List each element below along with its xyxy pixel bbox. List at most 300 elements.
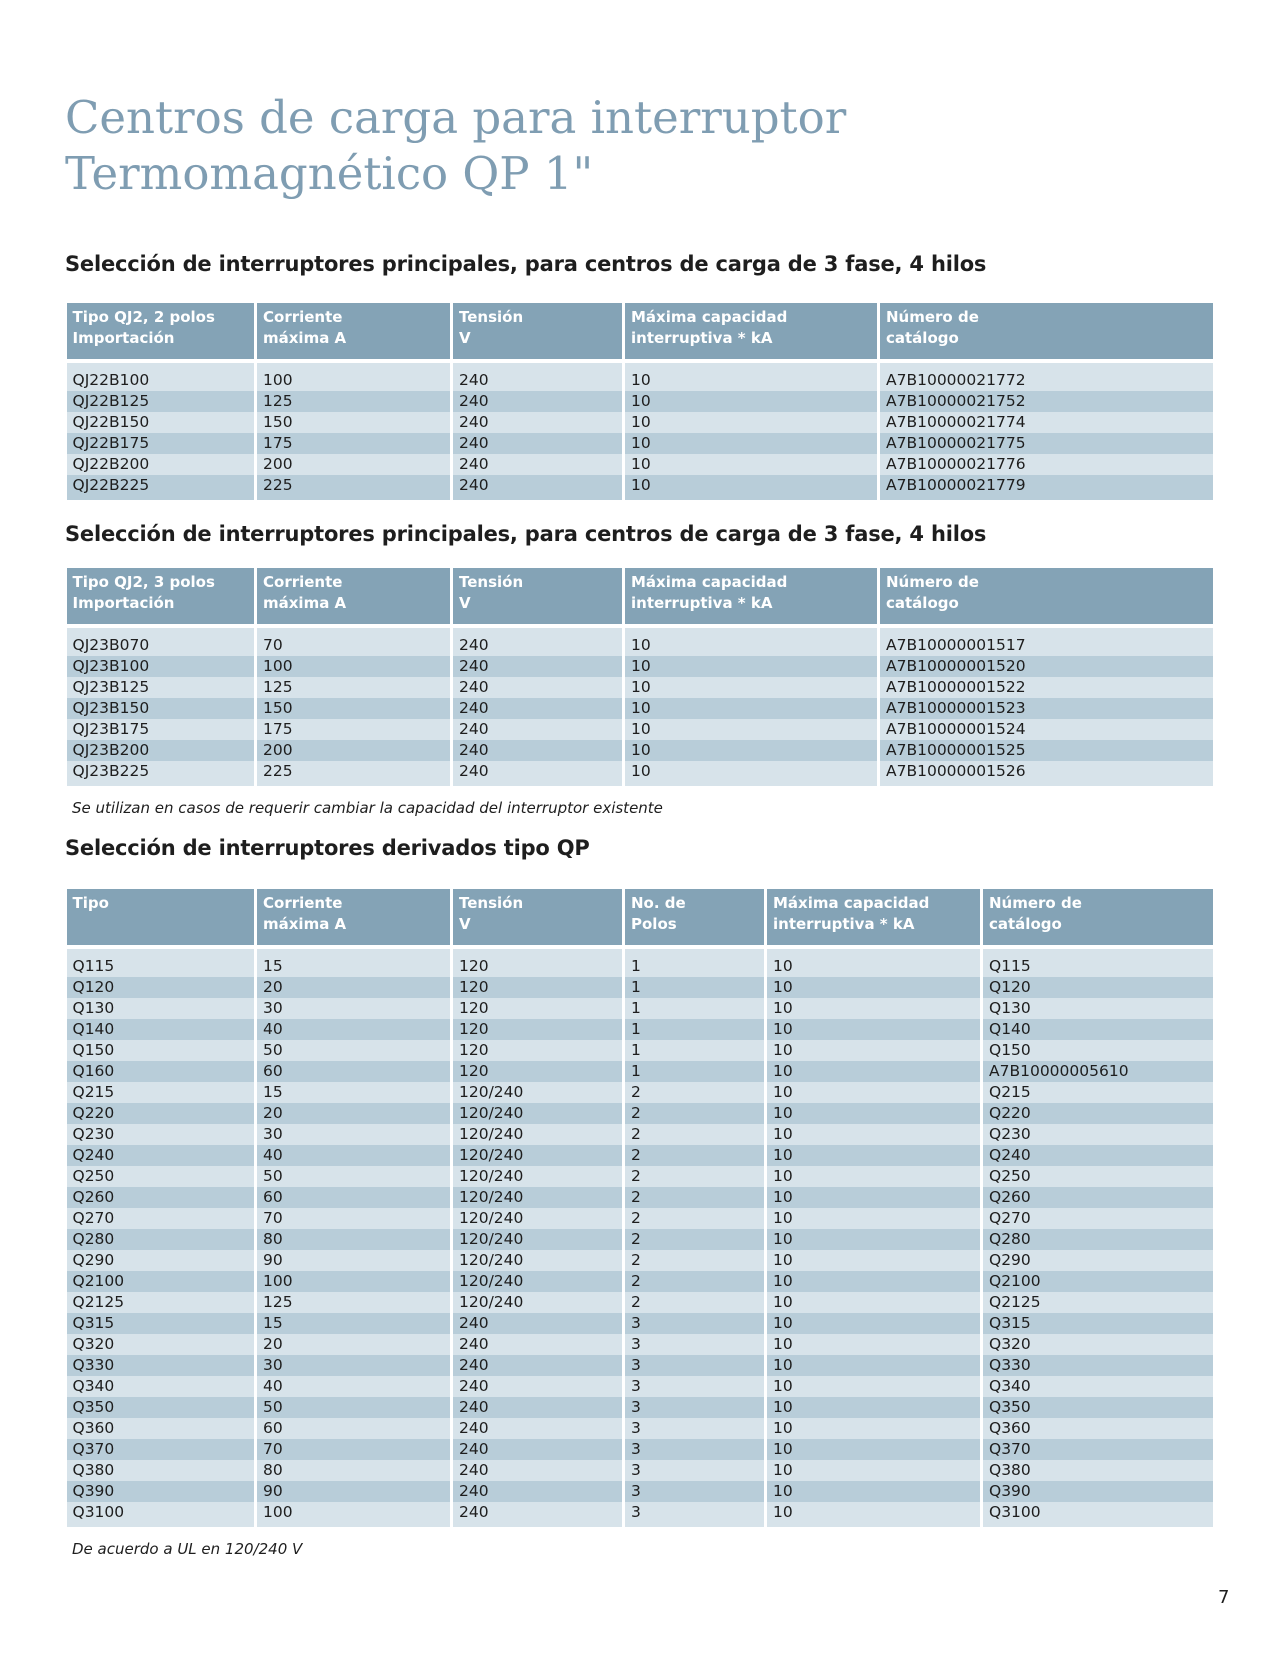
table-row: [67, 1376, 1213, 1397]
table-cell: 10: [624, 475, 879, 500]
col-header-line: máxima A: [263, 915, 347, 933]
table-cell: A7B10000005610: [982, 1061, 1213, 1082]
table-cell: 240: [452, 1355, 624, 1376]
table-cell: 10: [624, 698, 879, 719]
table-cell: 240: [452, 1397, 624, 1418]
table-cell: 240: [452, 1376, 624, 1397]
table-cell: 15: [256, 1313, 452, 1334]
table-cell: 240: [452, 698, 624, 719]
table-row: [67, 391, 1213, 412]
table-cell: 125: [256, 391, 452, 412]
table-cell: Q3100: [67, 1502, 256, 1527]
table-cell: 10: [766, 1187, 982, 1208]
table2-header-row: [67, 568, 1213, 624]
table-cell: QJ23B175: [67, 719, 256, 740]
table1-col-header: [879, 303, 1213, 359]
table-cell: QJ22B200: [67, 454, 256, 475]
table-cell: 10: [766, 1229, 982, 1250]
table-cell: 10: [624, 628, 879, 656]
col-header-line: Corriente: [263, 308, 343, 326]
table-row: [67, 677, 1213, 698]
col-header-line: interruptiva * kA: [773, 915, 915, 933]
table1-heading: Selección de interruptores principales, para centros de carga de 3 fase, 4 hilos: [65, 252, 987, 276]
table-cell: Q260: [982, 1187, 1213, 1208]
table-cell: 10: [624, 656, 879, 677]
table-cell: 240: [452, 656, 624, 677]
table-row: [67, 949, 1213, 977]
table-cell: QJ22B150: [67, 412, 256, 433]
table-cell: Q115: [982, 949, 1213, 977]
table-cell: Q140: [982, 1019, 1213, 1040]
table-cell: Q380: [67, 1460, 256, 1481]
table-cell: 240: [452, 740, 624, 761]
table-cell: 3: [624, 1334, 766, 1355]
table-cell: 240: [452, 628, 624, 656]
table-cell: 50: [256, 1166, 452, 1187]
table-cell: A7B10000001525: [879, 740, 1213, 761]
table-cell: 30: [256, 998, 452, 1019]
table-cell: 20: [256, 1334, 452, 1355]
table-cell: QJ23B100: [67, 656, 256, 677]
table-cell: 10: [766, 1124, 982, 1145]
table-cell: 240: [452, 412, 624, 433]
table-cell: Q220: [67, 1103, 256, 1124]
table-row: [67, 1145, 1213, 1166]
table-cell: 240: [452, 391, 624, 412]
table-row: [67, 412, 1213, 433]
table-cell: 240: [452, 1418, 624, 1439]
table-cell: A7B10000021775: [879, 433, 1213, 454]
table-row: [67, 1292, 1213, 1313]
table-cell: Q130: [982, 998, 1213, 1019]
table3-col-header: [452, 889, 624, 945]
table-cell: QJ22B100: [67, 363, 256, 391]
table-cell: Q2125: [982, 1292, 1213, 1313]
col-header-line: Tipo: [72, 894, 109, 912]
table-cell: 60: [256, 1418, 452, 1439]
table-cell: 2: [624, 1271, 766, 1292]
table-cell: QJ23B150: [67, 698, 256, 719]
table-cell: 3: [624, 1502, 766, 1527]
table-cell: 10: [766, 1418, 982, 1439]
table-cell: 240: [452, 1313, 624, 1334]
table-row: [67, 1187, 1213, 1208]
table-cell: 100: [256, 363, 452, 391]
table-cell: 1: [624, 1040, 766, 1061]
table-cell: A7B10000001523: [879, 698, 1213, 719]
table-cell: 240: [452, 1460, 624, 1481]
col-header-line: Tipo QJ2, 2 polos: [72, 308, 215, 326]
table-cell: 3: [624, 1481, 766, 1502]
table-cell: 175: [256, 719, 452, 740]
table-cell: 100: [256, 1502, 452, 1527]
table-cell: 10: [766, 949, 982, 977]
table-cell: 10: [766, 1481, 982, 1502]
table-cell: 10: [624, 454, 879, 475]
table-cell: 60: [256, 1061, 452, 1082]
col-header-line: Polos: [631, 915, 677, 933]
table-cell: 240: [452, 1481, 624, 1502]
table-row: [67, 719, 1213, 740]
col-header-line: interruptiva * kA: [631, 594, 773, 612]
table-cell: 40: [256, 1145, 452, 1166]
table3-note: De acuerdo a UL en 120/240 V: [72, 1540, 303, 1558]
table-cell: Q350: [67, 1397, 256, 1418]
table-cell: 200: [256, 454, 452, 475]
table-cell: Q2100: [67, 1271, 256, 1292]
table-row: [67, 977, 1213, 998]
table-row: [67, 1355, 1213, 1376]
table-cell: A7B10000021772: [879, 363, 1213, 391]
table-cell: QJ23B200: [67, 740, 256, 761]
table-cell: A7B10000021752: [879, 391, 1213, 412]
table-cell: 120/240: [452, 1271, 624, 1292]
table1-col-header: [67, 303, 256, 359]
table-cell: Q315: [67, 1313, 256, 1334]
col-header-line: Tensión: [459, 308, 524, 326]
col-header-line: Número de: [886, 308, 979, 326]
table-cell: 240: [452, 475, 624, 500]
table-row: [67, 1166, 1213, 1187]
table-cell: QJ22B225: [67, 475, 256, 500]
table-cell: 10: [766, 1145, 982, 1166]
table-cell: Q120: [982, 977, 1213, 998]
table-row: [67, 1229, 1213, 1250]
col-header-line: No. de: [631, 894, 686, 912]
table-cell: 10: [766, 1439, 982, 1460]
table-cell: 10: [766, 1334, 982, 1355]
table-cell: 10: [766, 977, 982, 998]
table-cell: 3: [624, 1313, 766, 1334]
table-cell: 60: [256, 1187, 452, 1208]
table-cell: Q280: [67, 1229, 256, 1250]
table-cell: 10: [624, 433, 879, 454]
table-cell: 120: [452, 977, 624, 998]
table-cell: Q3100: [982, 1502, 1213, 1527]
table2-heading: Selección de interruptores principales, para centros de carga de 3 fase, 4 hilos: [65, 522, 987, 546]
table-cell: 225: [256, 475, 452, 500]
col-header-line: Máxima capacidad: [773, 894, 930, 912]
page-number: 7: [1218, 1587, 1230, 1608]
table3-col-header: [624, 889, 766, 945]
table-cell: 10: [766, 1355, 982, 1376]
table-row: [67, 1439, 1213, 1460]
table-cell: 3: [624, 1418, 766, 1439]
table-cell: A7B10000021776: [879, 454, 1213, 475]
table-cell: Q2125: [67, 1292, 256, 1313]
table-cell: 120/240: [452, 1187, 624, 1208]
table-cell: A7B10000001526: [879, 761, 1213, 786]
table-cell: 240: [452, 1439, 624, 1460]
table-cell: Q120: [67, 977, 256, 998]
table-row: [67, 1019, 1213, 1040]
table3: [65, 889, 1213, 1527]
table-cell: 2: [624, 1124, 766, 1145]
table-cell: Q2100: [982, 1271, 1213, 1292]
table-cell: 120: [452, 1061, 624, 1082]
table-cell: 120/240: [452, 1250, 624, 1271]
table-cell: 10: [624, 761, 879, 786]
page-title-line-1: Centros de carga para interruptor: [65, 91, 847, 144]
table-cell: 10: [624, 677, 879, 698]
table-cell: QJ23B125: [67, 677, 256, 698]
col-header-line: máxima A: [263, 594, 347, 612]
table-cell: 2: [624, 1145, 766, 1166]
col-header-line: Corriente: [263, 894, 343, 912]
table-cell: 10: [766, 1271, 982, 1292]
col-header-line: Tipo QJ2, 3 polos: [72, 573, 215, 591]
table-cell: 40: [256, 1019, 452, 1040]
table-row: [67, 998, 1213, 1019]
table-cell: 10: [766, 1061, 982, 1082]
table-cell: 70: [256, 628, 452, 656]
table-cell: 120: [452, 1019, 624, 1040]
table-cell: Q260: [67, 1187, 256, 1208]
table-cell: Q115: [67, 949, 256, 977]
table-cell: 80: [256, 1460, 452, 1481]
table-cell: Q290: [67, 1250, 256, 1271]
table-cell: Q250: [67, 1166, 256, 1187]
table-cell: QJ23B225: [67, 761, 256, 786]
table-cell: 1: [624, 949, 766, 977]
table-cell: 40: [256, 1376, 452, 1397]
table-cell: 100: [256, 1271, 452, 1292]
table-cell: 1: [624, 1019, 766, 1040]
table-cell: Q270: [67, 1208, 256, 1229]
col-header-line: V: [459, 329, 471, 347]
table1: [65, 303, 1213, 500]
table-cell: 1: [624, 998, 766, 1019]
table-cell: 90: [256, 1250, 452, 1271]
table-cell: 15: [256, 1082, 452, 1103]
table-cell: Q320: [982, 1334, 1213, 1355]
table-cell: 10: [766, 1040, 982, 1061]
table-cell: Q330: [982, 1355, 1213, 1376]
table-cell: 120/240: [452, 1082, 624, 1103]
table-cell: QJ22B125: [67, 391, 256, 412]
table2-col-header: [256, 568, 452, 624]
table-cell: Q240: [982, 1145, 1213, 1166]
table-cell: 120/240: [452, 1145, 624, 1166]
table-row: [67, 1502, 1213, 1527]
table-cell: 120/240: [452, 1229, 624, 1250]
table-cell: 10: [766, 1208, 982, 1229]
table-cell: 240: [452, 719, 624, 740]
table2: [65, 568, 1213, 786]
table-cell: Q215: [67, 1082, 256, 1103]
table-cell: 3: [624, 1397, 766, 1418]
table-cell: 20: [256, 1103, 452, 1124]
table-cell: Q215: [982, 1082, 1213, 1103]
table-cell: 10: [766, 1103, 982, 1124]
table-cell: 240: [452, 454, 624, 475]
table-row: [67, 761, 1213, 786]
table3-col-header: [256, 889, 452, 945]
table-cell: 50: [256, 1040, 452, 1061]
table-cell: Q130: [67, 998, 256, 1019]
table1-col-header: [256, 303, 452, 359]
table-row: [67, 1460, 1213, 1481]
table1-col-header: [624, 303, 879, 359]
col-header-line: Máxima capacidad: [631, 308, 788, 326]
table-cell: 10: [624, 719, 879, 740]
table-cell: 10: [766, 1460, 982, 1481]
col-header-line: V: [459, 594, 471, 612]
table-cell: 2: [624, 1166, 766, 1187]
table-cell: Q280: [982, 1229, 1213, 1250]
table-cell: 240: [452, 1502, 624, 1527]
table-cell: Q360: [67, 1418, 256, 1439]
table-cell: Q250: [982, 1166, 1213, 1187]
table-cell: 10: [766, 1397, 982, 1418]
table3-col-header: [982, 889, 1213, 945]
table2-col-header: [67, 568, 256, 624]
table-cell: 30: [256, 1355, 452, 1376]
table-cell: Q140: [67, 1019, 256, 1040]
table-row: [67, 740, 1213, 761]
table-cell: 10: [766, 1292, 982, 1313]
table-cell: 120/240: [452, 1124, 624, 1145]
col-header-line: interruptiva * kA: [631, 329, 773, 347]
table-cell: Q380: [982, 1460, 1213, 1481]
col-header-line: V: [459, 915, 471, 933]
col-header-line: Tensión: [459, 894, 524, 912]
table3-col-header: [766, 889, 982, 945]
col-header-line: Importación: [72, 329, 175, 347]
table-cell: A7B10000001524: [879, 719, 1213, 740]
table-cell: Q390: [67, 1481, 256, 1502]
table-cell: 150: [256, 412, 452, 433]
table-cell: QJ22B175: [67, 433, 256, 454]
table-cell: 90: [256, 1481, 452, 1502]
table3-col-header: [67, 889, 256, 945]
table-cell: 10: [624, 363, 879, 391]
table-cell: 50: [256, 1397, 452, 1418]
table-row: [67, 1397, 1213, 1418]
col-header-line: Número de: [989, 894, 1082, 912]
table-row: [67, 656, 1213, 677]
table-cell: 2: [624, 1292, 766, 1313]
table-cell: A7B10000001520: [879, 656, 1213, 677]
table-cell: 20: [256, 977, 452, 998]
table-cell: Q150: [67, 1040, 256, 1061]
page-title: [65, 90, 846, 202]
table-cell: 10: [624, 412, 879, 433]
table-cell: 125: [256, 677, 452, 698]
table-cell: Q340: [982, 1376, 1213, 1397]
table-cell: Q290: [982, 1250, 1213, 1271]
table-row: [67, 698, 1213, 719]
col-header-line: catálogo: [886, 329, 959, 347]
table1-col-header: [452, 303, 624, 359]
table-cell: 3: [624, 1355, 766, 1376]
table-row: [67, 363, 1213, 391]
table-cell: 120/240: [452, 1292, 624, 1313]
table-cell: Q230: [67, 1124, 256, 1145]
table-row: [67, 1481, 1213, 1502]
table-cell: Q390: [982, 1481, 1213, 1502]
table-cell: 120/240: [452, 1208, 624, 1229]
table-cell: 175: [256, 433, 452, 454]
table-cell: Q230: [982, 1124, 1213, 1145]
table-row: [67, 1418, 1213, 1439]
table-cell: 120/240: [452, 1166, 624, 1187]
table2-col-header: [452, 568, 624, 624]
table-cell: 10: [766, 1166, 982, 1187]
table-row: [67, 1124, 1213, 1145]
table-row: [67, 454, 1213, 475]
table-cell: A7B10000001522: [879, 677, 1213, 698]
table2-col-header: [879, 568, 1213, 624]
col-header-line: Tensión: [459, 573, 524, 591]
table-cell: 240: [452, 1334, 624, 1355]
table-cell: 1: [624, 1061, 766, 1082]
table-cell: 120: [452, 998, 624, 1019]
page-title-line-2: Termomagnético QP 1": [65, 147, 594, 200]
table-cell: Q370: [982, 1439, 1213, 1460]
table-cell: Q315: [982, 1313, 1213, 1334]
table-cell: 10: [766, 1313, 982, 1334]
table-cell: 10: [766, 1019, 982, 1040]
table-cell: 240: [452, 677, 624, 698]
table-cell: 120/240: [452, 1103, 624, 1124]
table-cell: 2: [624, 1229, 766, 1250]
table-cell: Q320: [67, 1334, 256, 1355]
table-cell: 2: [624, 1082, 766, 1103]
table-cell: 3: [624, 1460, 766, 1481]
table-cell: Q150: [982, 1040, 1213, 1061]
table-cell: Q340: [67, 1376, 256, 1397]
table-row: [67, 1271, 1213, 1292]
table-cell: 120: [452, 1040, 624, 1061]
table-cell: 2: [624, 1250, 766, 1271]
table-cell: 1: [624, 977, 766, 998]
table-cell: 2: [624, 1187, 766, 1208]
table-row: [67, 1313, 1213, 1334]
table-row: [67, 1082, 1213, 1103]
table-cell: 100: [256, 656, 452, 677]
col-header-line: máxima A: [263, 329, 347, 347]
table-row: [67, 1103, 1213, 1124]
col-header-line: Número de: [886, 573, 979, 591]
table-row: [67, 628, 1213, 656]
table-cell: 150: [256, 698, 452, 719]
table-row: [67, 1334, 1213, 1355]
table-row: [67, 433, 1213, 454]
col-header-line: Importación: [72, 594, 175, 612]
table-cell: QJ23B070: [67, 628, 256, 656]
table3-header-row: [67, 889, 1213, 945]
table-cell: Q360: [982, 1418, 1213, 1439]
table1-header-row: [67, 303, 1213, 359]
table-cell: 10: [766, 998, 982, 1019]
table-cell: 3: [624, 1376, 766, 1397]
table-cell: 15: [256, 949, 452, 977]
table-cell: A7B10000021779: [879, 475, 1213, 500]
table-cell: 70: [256, 1208, 452, 1229]
col-header-line: catálogo: [886, 594, 959, 612]
table-cell: Q270: [982, 1208, 1213, 1229]
table-cell: 3: [624, 1439, 766, 1460]
table-cell: Q220: [982, 1103, 1213, 1124]
table-cell: A7B10000021774: [879, 412, 1213, 433]
table-cell: Q240: [67, 1145, 256, 1166]
table-cell: Q330: [67, 1355, 256, 1376]
table-cell: 2: [624, 1103, 766, 1124]
table-cell: 225: [256, 761, 452, 786]
table-cell: 30: [256, 1124, 452, 1145]
table-cell: 240: [452, 761, 624, 786]
